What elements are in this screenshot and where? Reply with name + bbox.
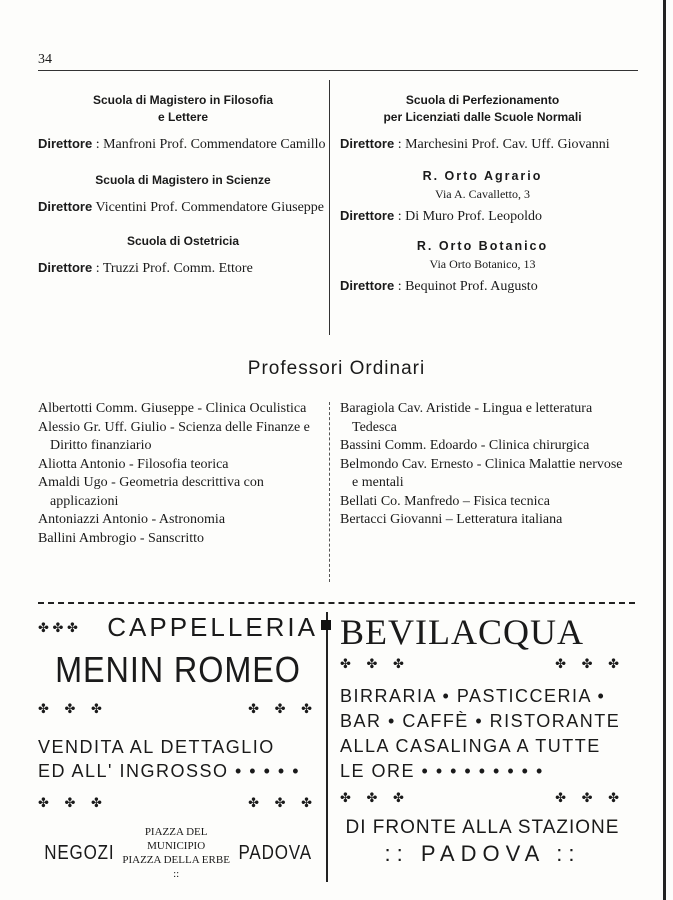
top-rule <box>38 70 638 71</box>
ornament-icon: ✤ ✤ ✤ <box>38 795 108 810</box>
ornament-icon: ✤ ✤ ✤ <box>340 656 410 671</box>
advert-city: PADOVA <box>238 841 312 864</box>
institute-heading: R. Orto Botanico <box>416 239 549 253</box>
page-edge <box>663 0 666 900</box>
professor-entry: Antoniazzi Antonio - Astronomia <box>38 512 226 527</box>
ornament-icon: ✤ ✤ ✤ <box>248 701 318 716</box>
ornament-icon: ✤ ✤ ✤ <box>555 790 625 805</box>
professors-list-left <box>38 400 318 548</box>
column-divider <box>329 80 330 335</box>
square-ornament-icon <box>321 620 331 630</box>
director-line: Direttore : Bequinot Prof. Augusto <box>340 278 538 294</box>
address: Via Orto Botanico, 13 <box>429 257 536 271</box>
director-line: Direttore : Di Muro Prof. Leopoldo <box>340 208 542 224</box>
professor-entry: Albertotti Comm. Giuseppe - Clinica Oculistica <box>38 401 307 416</box>
school-heading: Scuola di Ostetricia <box>126 234 240 248</box>
page-number: 34 <box>38 52 52 67</box>
school-perfezionamento <box>340 92 625 154</box>
address: Via A. Cavalletto, 3 <box>435 187 530 201</box>
school-heading: Scuola di Perfezionamento per Licenziati dalle Scuole Normali <box>383 93 582 124</box>
ornament-icon: ✤ ✤ ✤ <box>248 795 318 810</box>
professor-entry: Amaldi Ugo - Geometria descrittiva con applicazioni <box>38 475 264 509</box>
ornament-icon: ✤ ✤ ✤ <box>555 656 625 671</box>
advert-cappelleria <box>38 612 318 881</box>
advert-services: BIRRARIA • PASTICCERIA • BAR • CAFFÈ • RISTORANTE ALLA CASALINGA A TUTTE LE ORE • • • • • • • • • <box>340 686 621 781</box>
professor-entry: Bertacci Giovanni – Letteratura italiana <box>340 512 563 527</box>
director-line: Direttore : Manfroni Prof. Commendatore Camillo <box>38 136 326 152</box>
professors-list-right <box>340 400 625 530</box>
ornament-icon: ✤ ✤ ✤ <box>38 701 108 716</box>
advert-location: DI FRONTE ALLA STAZIONE <box>345 817 620 838</box>
school-heading: Scuola di Magistero in Scienze <box>95 173 271 187</box>
advert-piazze: PIAZZA DEL MUNICIPIO PIAZZA DELLA ERBE :: <box>122 826 230 880</box>
advert-cappelleria-title: CAPPELLERIA <box>107 612 318 642</box>
school-heading: Scuola di Magistero in Filosofia e Lettere <box>92 93 274 124</box>
school-ostetricia <box>38 233 328 278</box>
director-line: Direttore : Marchesini Prof. Cav. Uff. Giovanni <box>340 136 610 152</box>
professor-entry: Baragiola Cav. Aristide - Lingua e letteratura Tedesca <box>340 401 593 435</box>
advert-ingrosso: ED ALL' INGROSSO • • • • • <box>38 761 301 781</box>
orto-botanico <box>340 238 625 296</box>
orto-agrario <box>340 168 625 226</box>
professor-entry: Belmondo Cav. Ernesto - Clinica Malattie nervose e mentali <box>340 456 623 490</box>
left-column <box>38 92 328 290</box>
advert-divider <box>326 612 328 882</box>
advert-bevilacqua-title: BEVILACQUA <box>340 612 584 652</box>
advert-rule <box>38 602 635 604</box>
institute-heading: R. Orto Agrario <box>422 169 543 183</box>
advert-menin-romeo: MENIN ROMEO <box>55 649 301 690</box>
school-filosofia <box>38 92 328 154</box>
list-divider <box>329 402 330 582</box>
advert-city: :: PADOVA :: <box>384 841 581 866</box>
advert-bevilacqua <box>340 612 625 867</box>
ornament-icon: ✤ ✤ ✤ <box>38 619 78 635</box>
professor-entry: Bellati Co. Manfredo – Fisica tecnica <box>340 493 550 509</box>
ornament-icon: ✤ ✤ ✤ <box>340 790 410 805</box>
school-scienze <box>38 172 328 217</box>
right-column <box>340 92 625 308</box>
professor-entry: Alessio Gr. Uff. Giulio - Scienza delle Finanze e Diritto finanziario <box>38 419 310 453</box>
professor-entry: Bassini Comm. Edoardo - Clinica chirurgica <box>340 438 590 453</box>
director-line: Direttore Vicentini Prof. Commendatore Giuseppe <box>38 199 324 215</box>
professor-entry: Aliotta Antonio - Filosofia teorica <box>38 456 229 472</box>
director-line: Direttore : Truzzi Prof. Comm. Ettore <box>38 260 253 276</box>
professors-title: Professori Ordinari <box>247 358 426 379</box>
professor-entry: Ballini Ambrogio - Sanscritto <box>38 530 205 546</box>
advert-negozi: NEGOZI <box>44 841 115 864</box>
advert-vendita: VENDITA AL DETTAGLIO <box>38 737 275 757</box>
